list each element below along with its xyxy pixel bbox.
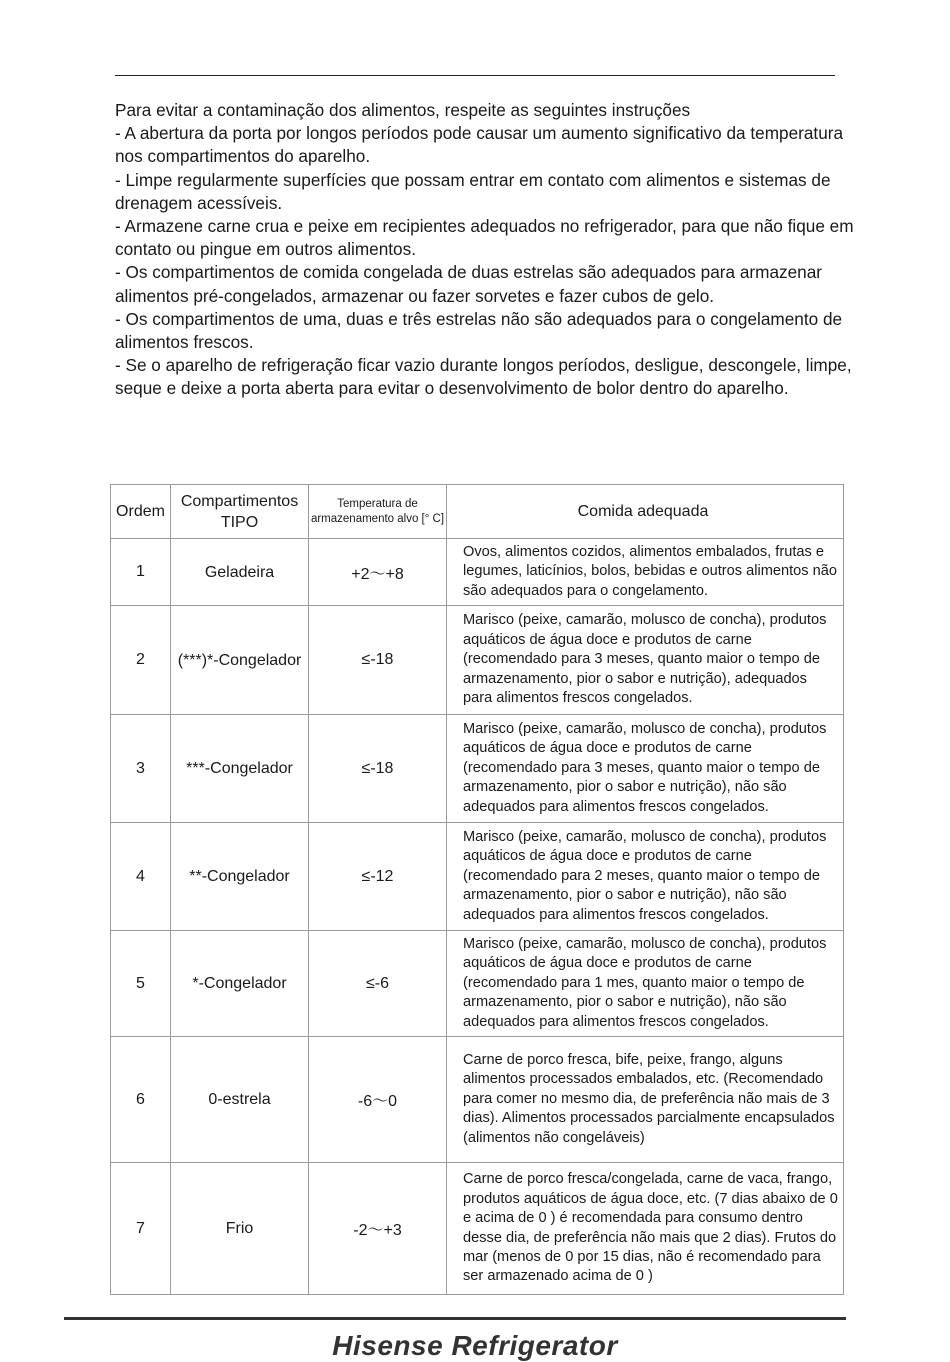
table-row (111, 931, 844, 1037)
cell-temp: ≤-18 (309, 606, 447, 715)
intro-line: - A abertura da porta por longos períodos pode causar um aumento significativo da temperatura nos compartimentos do aparelho. (115, 123, 844, 167)
cell-comida: Marisco (peixe, camarão, molusco de concha), produtos aquáticos de água doce e produtos de carne (recomendado para 3 meses, quanto maior o tempo de armazenamento, pior o sabor e nutrição), adequados para alimentos frescos congelados. (447, 606, 844, 715)
cell-temp: ≤-6 (309, 931, 447, 1037)
cell-comida: Carne de porco fresca/congelada, carne de vaca, frango, produtos aquáticos de água doce, etc. (7 dias abaixo de 0 e acima de 0 ) é recomendada para consumo dentro desse dia, de preferência não mais que 2 dias). Frutos do mar (menos de 0 por 15 dias, não é recomendado para ser armazenado acima de 0 ) (447, 1163, 844, 1295)
cell-temp: ≤-18 (309, 715, 447, 823)
cell-ordem: 1 (111, 539, 171, 606)
cell-comida: Marisco (peixe, camarão, molusco de concha), produtos aquáticos de água doce e produtos de carne (recomendado para 1 mes, quanto maior o tempo de armazenamento, pior o sabor e nutrição), não são adequados para alimentos frescos congelados. (447, 931, 844, 1037)
cell-ordem: 6 (111, 1037, 171, 1163)
table-row (111, 539, 844, 606)
intro-instructions (115, 99, 855, 401)
bottom-divider (64, 1317, 846, 1320)
cell-comida: Marisco (peixe, camarão, molusco de concha), produtos aquáticos de água doce e produtos de carne (recomendado para 2 meses, quanto maior o tempo de armazenamento, pior o sabor e nutrição), não são adequados para alimentos frescos congelados. (447, 823, 844, 931)
cell-tipo: 0-estrela (171, 1037, 309, 1163)
cell-comida: Carne de porco fresca, bife, peixe, frango, alguns alimentos processados embalados, etc. (Recomendado para comer no mesmo dia, de preferência não mais de 3 dias). Alimentos processados parcialmente encapsulados (alimentos não congeláveis) (447, 1037, 844, 1163)
intro-line: - Limpe regularmente superfícies que possam entrar em contato com alimentos e sistemas de drenagem acessíveis. (115, 169, 831, 213)
cell-temp: ≤-12 (309, 823, 447, 931)
cell-comida: Ovos, alimentos cozidos, alimentos embalados, frutas e legumes, laticínios, bolos, bebidas e outros alimentos não são adequados para o congelamento. (447, 539, 844, 606)
cell-tipo: *-Congelador (171, 931, 309, 1037)
cell-ordem: 2 (111, 606, 171, 715)
cell-temp: -2～+3 (309, 1163, 447, 1295)
table-row (111, 1163, 844, 1295)
table-row (111, 715, 844, 823)
header-temperatura: Temperatura de armazenamento alvo [° C] (309, 485, 447, 539)
cell-tipo: (***)*-Congelador (171, 606, 309, 715)
table-header-row (111, 485, 844, 539)
cell-ordem: 3 (111, 715, 171, 823)
cell-tipo: Frio (171, 1163, 309, 1295)
intro-line: - Os compartimentos de uma, duas e três estrelas não são adequados para o congelamento de alimentos frescos. (115, 308, 843, 353)
cell-temp: -6～0 (309, 1037, 447, 1163)
table-row (111, 823, 844, 931)
table-row (111, 1037, 844, 1163)
top-divider (115, 75, 835, 76)
intro-line: - Armazene carne crua e peixe em recipientes adequados no refrigerador, para que não fique em contato ou pingue em outros alimentos. (115, 216, 854, 260)
table-row (111, 606, 844, 715)
header-comida: Comida adequada (447, 485, 844, 539)
cell-temp: +2～+8 (309, 539, 447, 606)
cell-ordem: 7 (111, 1163, 171, 1295)
cell-tipo: Geladeira (171, 539, 309, 606)
cell-ordem: 4 (111, 823, 171, 931)
intro-line: - Os compartimentos de comida congelada de duas estrelas são adequados para armazenar alimentos pré-congelados, armazenar ou fazer sorvetes e fazer cubos de gelo. (115, 262, 823, 306)
brand-footer: Hisense Refrigerator (332, 1330, 618, 1361)
cell-ordem: 5 (111, 931, 171, 1037)
cell-tipo: **-Congelador (171, 823, 309, 931)
storage-table (110, 484, 844, 1295)
header-compartimentos: Compartimentos TIPO (171, 485, 309, 539)
cell-comida: Marisco (peixe, camarão, molusco de concha), produtos aquáticos de água doce e produtos de carne (recomendado para 3 meses, quanto maior o tempo de armazenamento, pior o sabor e nutrição), não são adequados para alimentos frescos congelados. (447, 715, 844, 823)
header-ordem: Ordem (111, 485, 171, 539)
cell-tipo: ***-Congelador (171, 715, 309, 823)
intro-line: - Se o aparelho de refrigeração ficar vazio durante longos períodos, desligue, descongele, limpe, seque e deixe a porta aberta para evitar o desenvolvimento de bolor dentro do aparelho. (115, 355, 852, 399)
intro-line: Para evitar a contaminação dos alimentos, respeite as seguintes instruções (115, 100, 691, 120)
